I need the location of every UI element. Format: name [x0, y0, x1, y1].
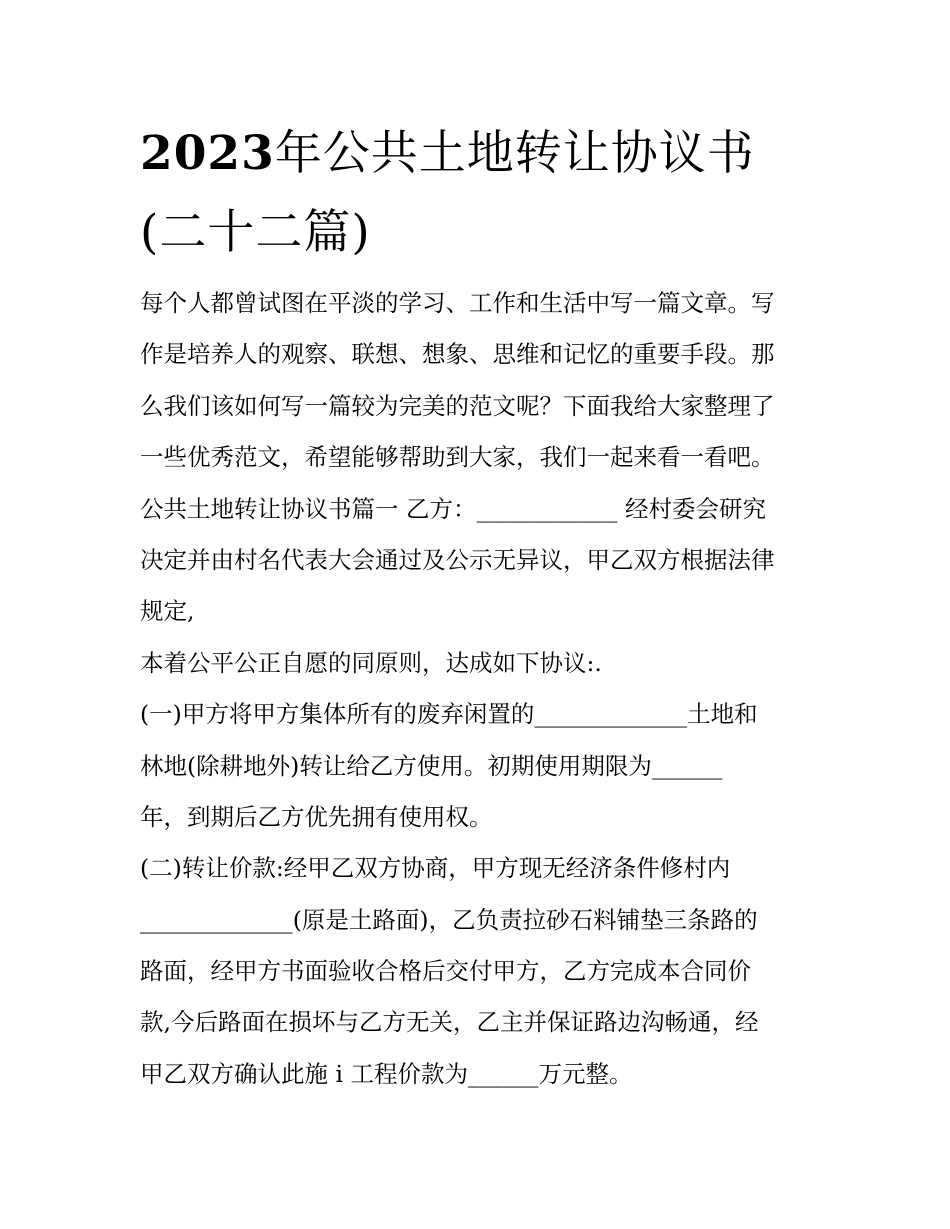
body-line: 么我们该如何写一篇较为完美的范文呢？下面我给大家整理了	[140, 391, 775, 420]
body-line: 作是培养人的观察、联想、想象、思维和记忆的重要手段。那	[140, 340, 775, 369]
body-line: 公共土地转让协议书篇一 乙方：____________ 经村委会研究	[140, 494, 766, 523]
body-line: _____________(原是土路面)，乙负责拉砂石料铺垫三条路的	[140, 905, 758, 934]
body-line: 每个人都曾试图在平淡的学习、工作和生活中写一篇文章。写	[140, 289, 775, 317]
title-year: 2023	[140, 126, 275, 181]
document-body	[140, 278, 830, 1100]
body-line: 规定,	[140, 597, 195, 626]
body-line: 决定并由村名代表大会通过及公示无异议，甲乙双方根据法律	[140, 545, 775, 574]
document-title	[140, 114, 820, 272]
body-line: 路面，经甲方书面验收合格后交付甲方，乙方完成本合同价	[140, 957, 751, 986]
body-line: 甲乙双方确认此施 i 工程价款为______万元整。	[140, 1059, 633, 1088]
body-line: 本着公平公正自愿的同原则，达成如下协议:.	[140, 648, 602, 677]
title-line-1	[140, 114, 820, 193]
body-line: 一些优秀范文，希望能够帮助到大家，我们一起来看一看吧。	[140, 443, 775, 472]
body-line: 林地(除耕地外)转让给乙方使用。初期使用期限为______	[140, 751, 723, 780]
body-line: 款,今后路面在损坏与乙方无关，乙主并保证路边沟畅通，经	[140, 1008, 759, 1037]
title-text: 年公共土地转让协议书	[274, 126, 755, 181]
body-line: (一)甲方将甲方集体所有的废弃闲置的_____________土地和	[140, 700, 758, 729]
body-line: 年，到期后乙方优先拥有使用权。	[140, 802, 493, 831]
body-line: (二)转让价款:经甲乙双方协商，甲方现无经济条件修村内	[140, 854, 731, 883]
title-line-2: (二十二篇)	[140, 205, 371, 260]
